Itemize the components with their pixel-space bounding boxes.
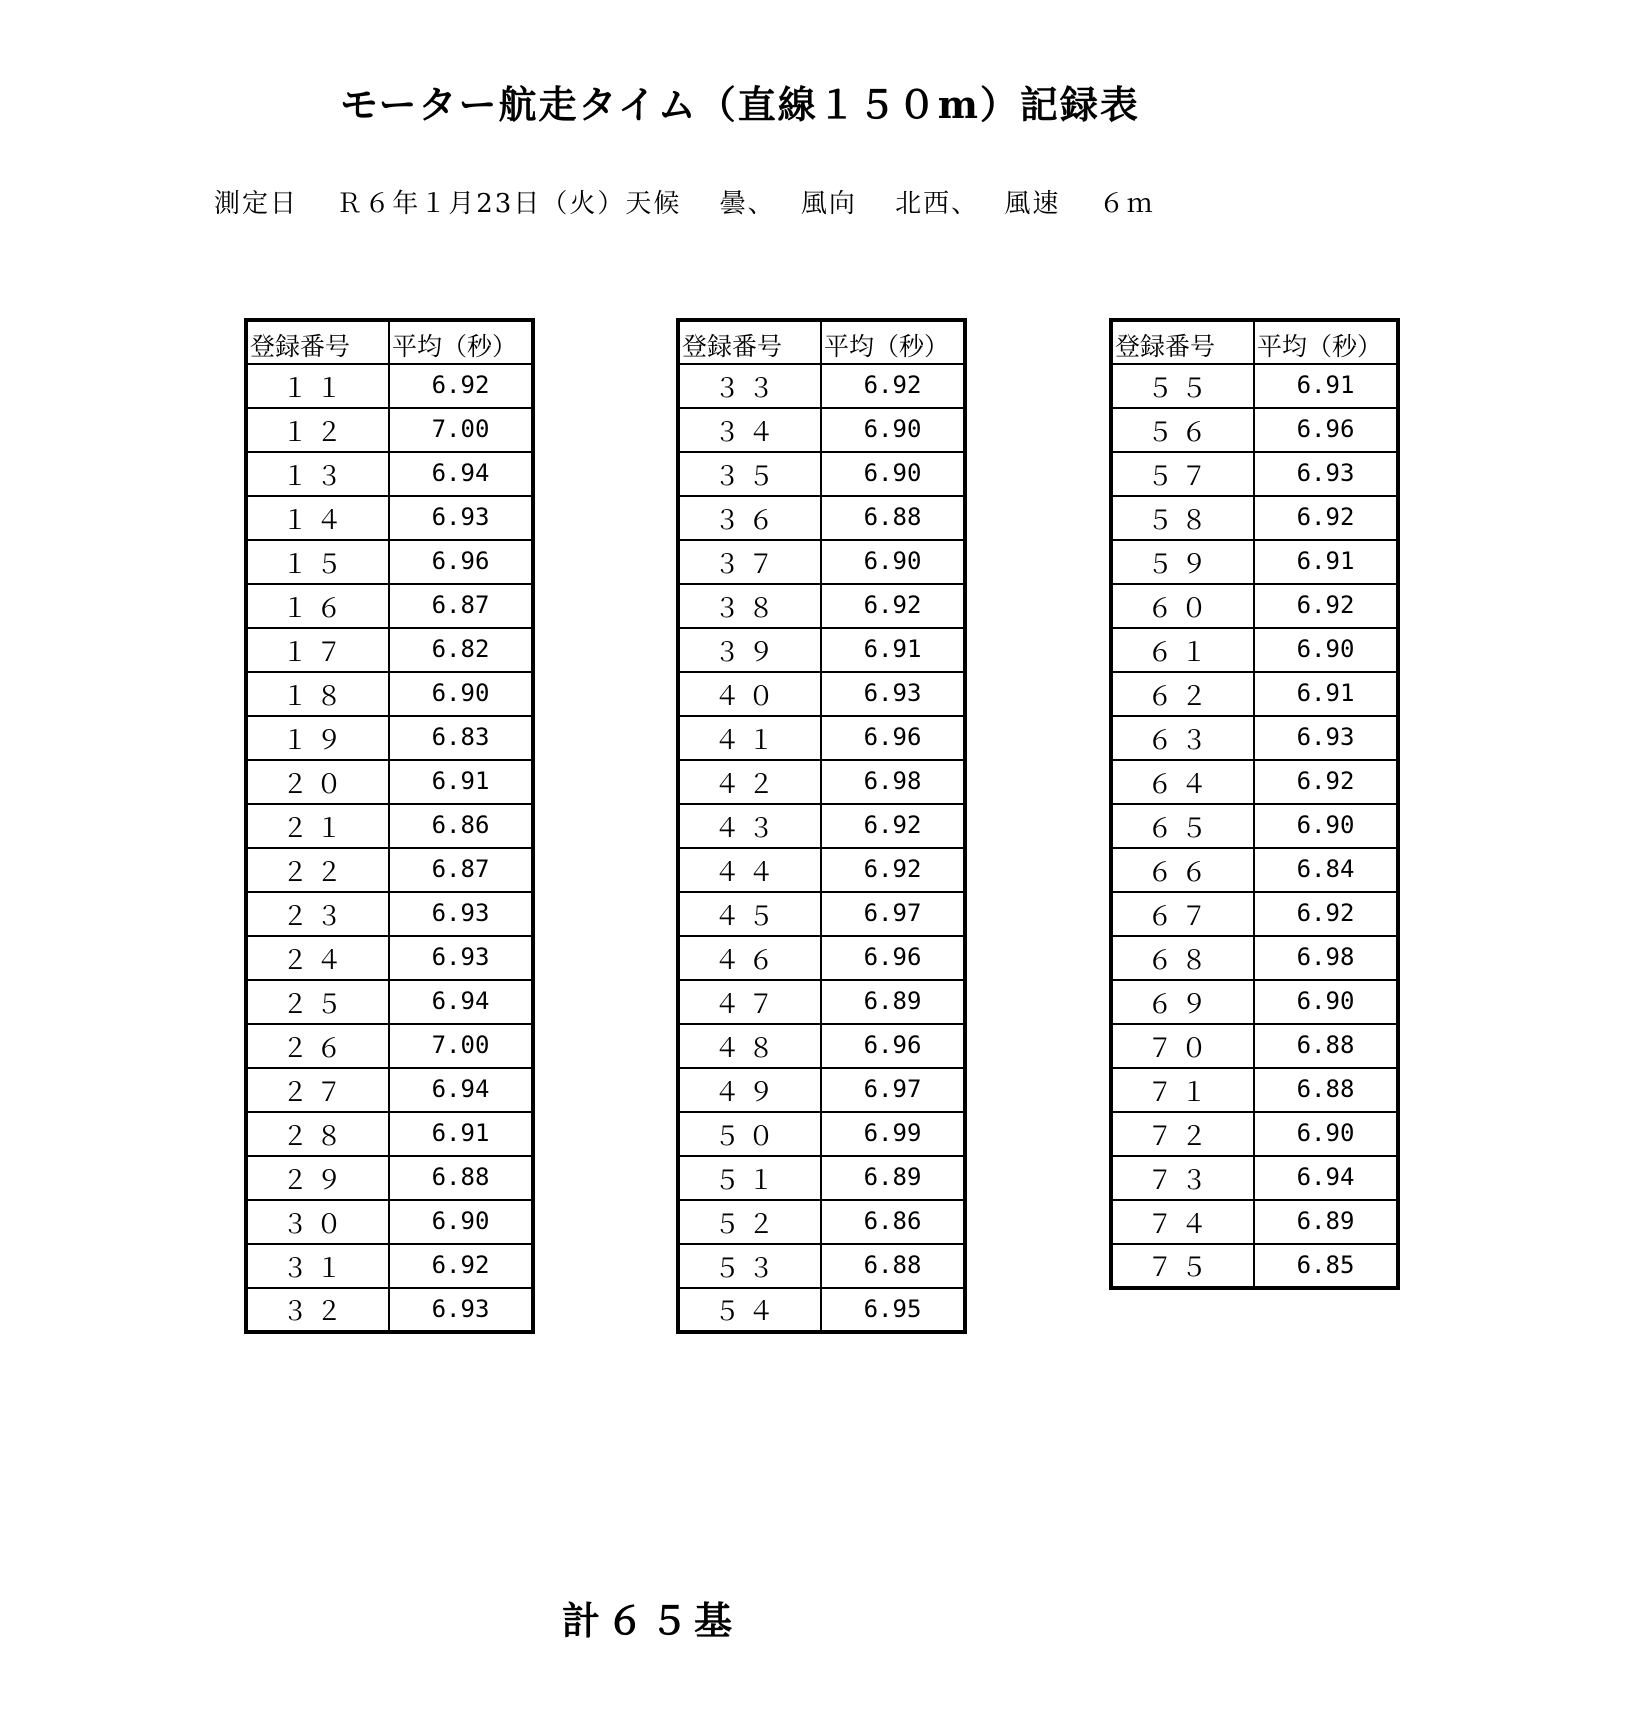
table-row [246,408,533,452]
registration-number-cell: ２１ [246,804,389,848]
registration-number-cell: ３８ [678,584,821,628]
average-time-cell: 6.90 [1254,804,1398,848]
table-row [1111,1024,1398,1068]
registration-number-cell: ５２ [678,1200,821,1244]
registration-number-cell: ４６ [678,936,821,980]
table-row [678,1024,965,1068]
table-row [678,452,965,496]
table-row [678,936,965,980]
average-time-cell: 6.92 [1254,892,1398,936]
average-time-cell: 6.90 [1254,628,1398,672]
table-row [1111,364,1398,408]
table-row [678,672,965,716]
average-time-cell: 6.93 [389,892,533,936]
table-row [678,892,965,936]
table-row [1111,672,1398,716]
registration-number-cell: １８ [246,672,389,716]
page-title: モーター航走タイム（直線１５０m）記録表 [340,82,1140,127]
table-row [678,540,965,584]
table-row [1111,804,1398,848]
registration-number-cell: ４５ [678,892,821,936]
average-time-cell: 6.95 [821,1288,965,1332]
measurement-info: 測定日 Ｒ６年１月23日（火）天候 曇、 風向 北西、 風速 ６ｍ [214,189,1155,219]
table-row [246,540,533,584]
registration-number-cell: １２ [246,408,389,452]
average-time-cell: 6.96 [389,540,533,584]
table-row [1111,936,1398,980]
average-time-cell: 6.94 [389,980,533,1024]
average-time-cell: 6.87 [389,584,533,628]
registration-number-cell: ３６ [678,496,821,540]
table-row [246,760,533,804]
table-row [1111,496,1398,540]
registration-number-cell: ７２ [1111,1112,1254,1156]
table-row [1111,716,1398,760]
average-time-cell: 6.91 [389,1112,533,1156]
average-time-cell: 6.99 [821,1112,965,1156]
total-count: 計６５基 [562,1598,739,1643]
average-time-cell: 6.90 [821,540,965,584]
registration-number-cell: ３１ [246,1244,389,1288]
table-row [246,1024,533,1068]
registration-number-cell: ６３ [1111,716,1254,760]
registration-number-cell: ６２ [1111,672,1254,716]
registration-number-cell: ４３ [678,804,821,848]
registration-number-cell: ３５ [678,452,821,496]
table-row [678,1288,965,1332]
average-time-cell: 6.94 [389,1068,533,1112]
average-time-cell: 6.98 [1254,936,1398,980]
table-row [246,892,533,936]
average-time-cell: 6.91 [1254,540,1398,584]
average-time-cell: 6.88 [389,1156,533,1200]
average-time-cell: 6.98 [821,760,965,804]
registration-number-cell: ３３ [678,364,821,408]
table-row [246,1244,533,1288]
table-row [1111,452,1398,496]
table-row [678,496,965,540]
table-row [246,1156,533,1200]
table-row [1111,540,1398,584]
registration-number-cell: ７０ [1111,1024,1254,1068]
table-row [678,1156,965,1200]
table-row [1111,1244,1398,1288]
header-average-seconds: 平均（秒） [389,320,533,364]
registration-number-cell: ４４ [678,848,821,892]
average-time-cell: 6.96 [821,1024,965,1068]
registration-number-cell: ５５ [1111,364,1254,408]
average-time-cell: 6.90 [389,1200,533,1244]
header-registration-number: 登録番号 [1111,320,1254,364]
registration-number-cell: ４９ [678,1068,821,1112]
average-time-cell: 6.97 [821,1068,965,1112]
registration-number-cell: １３ [246,452,389,496]
average-time-cell: 6.90 [389,672,533,716]
header-registration-number: 登録番号 [678,320,821,364]
registration-number-cell: ５４ [678,1288,821,1332]
registration-number-cell: ６９ [1111,980,1254,1024]
registration-number-cell: ５６ [1111,408,1254,452]
table-row [678,364,965,408]
table-row [246,980,533,1024]
average-time-cell: 6.83 [389,716,533,760]
registration-number-cell: ６１ [1111,628,1254,672]
registration-number-cell: ６５ [1111,804,1254,848]
average-time-cell: 6.91 [1254,672,1398,716]
table-row [678,1068,965,1112]
table-row [246,848,533,892]
table-row [246,1112,533,1156]
registration-number-cell: ６４ [1111,760,1254,804]
average-time-cell: 6.91 [821,628,965,672]
average-time-cell: 6.92 [1254,760,1398,804]
table-row [678,980,965,1024]
average-time-cell: 6.90 [821,408,965,452]
average-time-cell: 6.93 [1254,452,1398,496]
registration-number-cell: ７１ [1111,1068,1254,1112]
registration-number-cell: ５０ [678,1112,821,1156]
average-time-cell: 6.92 [821,848,965,892]
table-row [678,584,965,628]
table-row [1111,760,1398,804]
table-row [678,1112,965,1156]
average-time-cell: 6.92 [389,364,533,408]
average-time-cell: 6.97 [821,892,965,936]
registration-number-cell: ３７ [678,540,821,584]
average-time-cell: 6.86 [389,804,533,848]
average-time-cell: 6.92 [821,804,965,848]
table-row [246,1068,533,1112]
record-table-3 [1109,318,1400,1290]
table-row [678,1244,965,1288]
registration-number-cell: ７４ [1111,1200,1254,1244]
table-row [1111,1112,1398,1156]
table-row [246,936,533,980]
average-time-cell: 6.87 [389,848,533,892]
table-row [678,1200,965,1244]
table-row [246,496,533,540]
average-time-cell: 6.88 [821,1244,965,1288]
table-header-row [678,320,965,364]
registration-number-cell: ４０ [678,672,821,716]
table-row [1111,848,1398,892]
table-row [1111,1200,1398,1244]
average-time-cell: 6.92 [1254,496,1398,540]
table-row [1111,892,1398,936]
table-header-row [1111,320,1398,364]
table-row [246,364,533,408]
registration-number-cell: ３９ [678,628,821,672]
table-row [1111,1156,1398,1200]
registration-number-cell: ３２ [246,1288,389,1332]
average-time-cell: 6.88 [821,496,965,540]
table-row [678,804,965,848]
average-time-cell: 6.88 [1254,1068,1398,1112]
header-average-seconds: 平均（秒） [821,320,965,364]
registration-number-cell: ２５ [246,980,389,1024]
average-time-cell: 6.92 [821,584,965,628]
table-row [1111,408,1398,452]
registration-number-cell: ２９ [246,1156,389,1200]
table-row [246,452,533,496]
registration-number-cell: ５３ [678,1244,821,1288]
header-registration-number: 登録番号 [246,320,389,364]
average-time-cell: 6.90 [1254,1112,1398,1156]
average-time-cell: 6.92 [821,364,965,408]
average-time-cell: 6.89 [1254,1200,1398,1244]
header-average-seconds: 平均（秒） [1254,320,1398,364]
registration-number-cell: １５ [246,540,389,584]
registration-number-cell: ４１ [678,716,821,760]
average-time-cell: 6.92 [1254,584,1398,628]
average-time-cell: 6.96 [821,716,965,760]
registration-number-cell: １６ [246,584,389,628]
registration-number-cell: ４８ [678,1024,821,1068]
registration-number-cell: ２８ [246,1112,389,1156]
registration-number-cell: １９ [246,716,389,760]
registration-number-cell: ６８ [1111,936,1254,980]
average-time-cell: 6.93 [389,496,533,540]
average-time-cell: 6.91 [389,760,533,804]
average-time-cell: 6.96 [821,936,965,980]
average-time-cell: 7.00 [389,1024,533,1068]
table-header-row [246,320,533,364]
average-time-cell: 6.92 [389,1244,533,1288]
average-time-cell: 6.82 [389,628,533,672]
average-time-cell: 6.90 [821,452,965,496]
table-row [246,628,533,672]
table-row [678,848,965,892]
table-row [678,716,965,760]
average-time-cell: 6.93 [389,936,533,980]
average-time-cell: 6.85 [1254,1244,1398,1288]
registration-number-cell: ２２ [246,848,389,892]
registration-number-cell: ５８ [1111,496,1254,540]
registration-number-cell: ２６ [246,1024,389,1068]
average-time-cell: 6.93 [821,672,965,716]
registration-number-cell: ５９ [1111,540,1254,584]
average-time-cell: 6.94 [1254,1156,1398,1200]
average-time-cell: 6.94 [389,452,533,496]
table-row [246,1288,533,1332]
average-time-cell: 6.93 [389,1288,533,1332]
registration-number-cell: ６７ [1111,892,1254,936]
registration-number-cell: １１ [246,364,389,408]
registration-number-cell: １４ [246,496,389,540]
average-time-cell: 6.88 [1254,1024,1398,1068]
registration-number-cell: ６６ [1111,848,1254,892]
registration-number-cell: ７３ [1111,1156,1254,1200]
table-row [1111,980,1398,1024]
registration-number-cell: ５１ [678,1156,821,1200]
registration-number-cell: ２０ [246,760,389,804]
average-time-cell: 6.90 [1254,980,1398,1024]
table-row [1111,628,1398,672]
table-row [678,408,965,452]
table-row [1111,584,1398,628]
registration-number-cell: ６０ [1111,584,1254,628]
table-row [246,716,533,760]
registration-number-cell: ３０ [246,1200,389,1244]
average-time-cell: 6.89 [821,980,965,1024]
average-time-cell: 6.93 [1254,716,1398,760]
average-time-cell: 6.86 [821,1200,965,1244]
table-row [246,1200,533,1244]
registration-number-cell: ４２ [678,760,821,804]
record-table-1 [244,318,535,1334]
average-time-cell: 7.00 [389,408,533,452]
table-row [246,672,533,716]
registration-number-cell: １７ [246,628,389,672]
registration-number-cell: ５７ [1111,452,1254,496]
table-row [678,628,965,672]
registration-number-cell: ３４ [678,408,821,452]
average-time-cell: 6.84 [1254,848,1398,892]
registration-number-cell: ７５ [1111,1244,1254,1288]
record-table-2 [676,318,967,1334]
registration-number-cell: ２４ [246,936,389,980]
registration-number-cell: ２３ [246,892,389,936]
registration-number-cell: ４７ [678,980,821,1024]
table-row [246,584,533,628]
table-row [246,804,533,848]
table-row [1111,1068,1398,1112]
average-time-cell: 6.91 [1254,364,1398,408]
average-time-cell: 6.96 [1254,408,1398,452]
table-row [678,760,965,804]
average-time-cell: 6.89 [821,1156,965,1200]
registration-number-cell: ２７ [246,1068,389,1112]
